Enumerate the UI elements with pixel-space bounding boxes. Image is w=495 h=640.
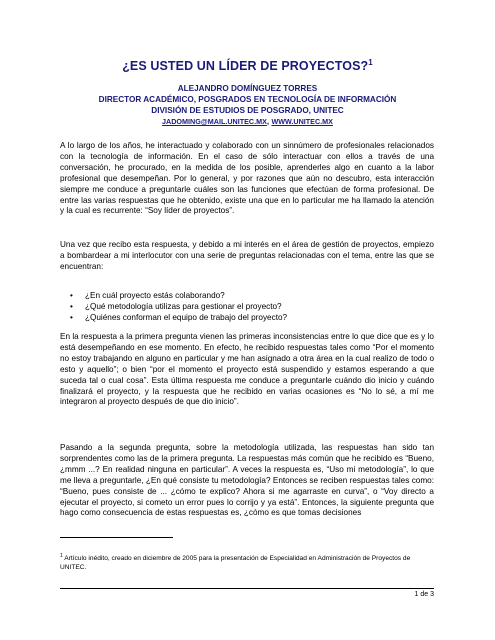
footnote-mark: 1 [60, 553, 63, 559]
footnote-text: Artículo inédito, creado en diciembre de 2005 para la presentación de Especialidad en Administración de Proyectos de UNITEC. [60, 555, 411, 571]
footer-divider [60, 588, 434, 589]
link-separator: , [266, 117, 270, 126]
title-footnote-mark: 1 [368, 58, 373, 67]
author-role: DIRECTOR ACADÉMICO, POSGRADOS EN TECNOLOGÍA DE INFORMACIÓN [98, 95, 397, 104]
document-title [0, 58, 495, 73]
list-item: • ¿Qué metodología utilizas para gestionar el proyecto? [70, 301, 430, 312]
list-item: • ¿En cuál proyecto estás colaborando? [70, 290, 430, 301]
author-links [0, 116, 495, 127]
paragraph-2: Una vez que recibo esta respuesta, y debido a mi interés en el área de gestión de proyectos, empiezo a bombardear a mi interlocutor con una serie de preguntas relacionadas con el tema, entre las que se encuentran: [60, 240, 434, 271]
email-link[interactable]: JADOMING@MAIL.UNITEC.MX [162, 117, 267, 126]
list-item: • ¿Quiénes conforman el equipo de trabajo del proyecto? [70, 312, 430, 323]
website-link[interactable]: WWW.UNITEC.MX [271, 117, 333, 126]
footnote-divider [60, 537, 173, 538]
paragraph-4: Pasando a la segunda pregunta, sobre la metodología utilizada, las respuestas han sido tan sorprendentes como las de la primera pregunta. La respuestas más común que he recibido es “Bueno, ¿mmm ...? En realidad ninguna en particular”. A veces la respuesta es, “Uso mi metodología”, lo que me lleva a preguntarle, ¿En qué consiste tu metodología? Entonces se reciben respuestas tales como: “Bueno, pues consiste de ... ¿cómo te explico? Ahora si me agarraste en curva”, o “Voy directo a ejecutar el proyecto, si cometo un error pues lo corrijo y ya está”. Entonces, la siguiente pregunta que hago como consecuencia de estas respuestas es, ¿cómo es que tomas decisiones [60, 443, 434, 518]
author-name: ALEJANDRO DOMÍNGUEZ TORRES [177, 84, 318, 93]
title-text: ¿ES USTED UN LÍDER DE PROYECTOS? [122, 59, 369, 74]
footnote [60, 552, 434, 572]
author-block [0, 83, 495, 127]
paragraph-3: En la respuesta a la primera pregunta vienen las primeras inconsistencias entre lo que dice que es y lo está desempeñando en ese momento. En efecto, he recibido respuestas tales como “Por el momento no estoy trabajando en alguno en particular y me han asignado a otra área en la cual realizo de todo o esto y aquello”; o bien “por el momento el proyecto está suspendido y estamos esperando a que suceda tal o cual cosa”. Esta última respuesta me conduce a preguntarle cuándo dio inicio y cuándo finalizará el proyecto, y la respuesta que he recibido en varias ocasiones es “No lo sé, a mí me integraron al proyecto después de que dio inicio”. [60, 332, 434, 407]
questions-list [70, 290, 430, 324]
paragraph-1: A lo largo de los años, he interactuado y colaborado con un sinnúmero de profesionales relacionados con la tecnología de información. En el caso de sólo interactuar con ellos a través de una conversación, he procurado, en la medida de los posible, aprenderles algo en cuanto a la labor profesional que desempeñan. Por lo general, y por razones que aún no descubro, esta interacción siempre me conduce a preguntarle cuáles son las funciones que efectúan de forma profesional. De entre las varias respuestas que he obtenido, existe una que en lo particular me ha llamado la atención y la cual es recurrente: “Soy líder de proyectos”. [60, 141, 434, 216]
author-division: DIVISIÓN DE ESTUDIOS DE POSGRADO, UNITEC [151, 106, 344, 115]
page-number: 1 de 3 [414, 591, 434, 598]
